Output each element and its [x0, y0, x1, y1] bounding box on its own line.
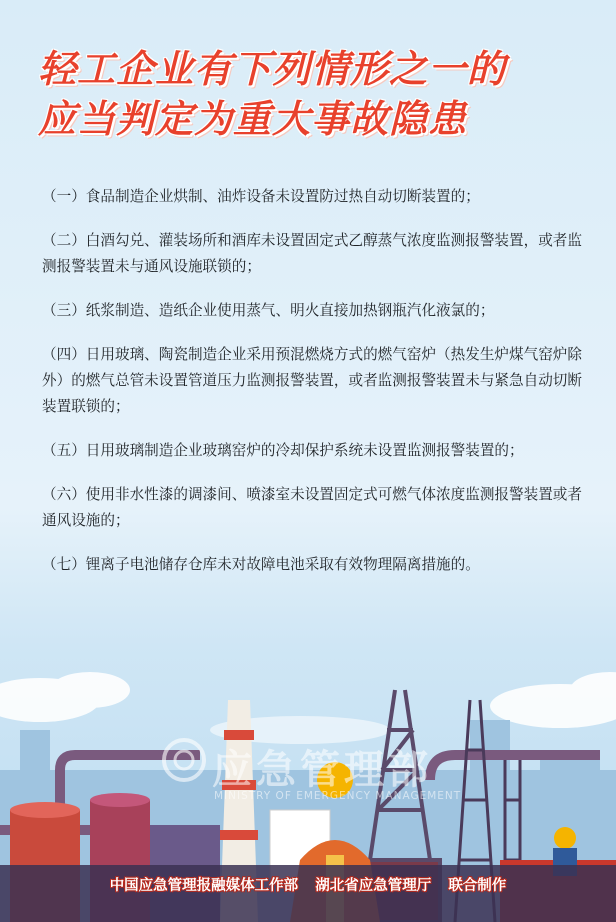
footer-credits: [0, 872, 616, 900]
title-line-2: 应当判定为重大事故隐患: [38, 97, 468, 141]
footer-joint: 联合制作: [448, 878, 507, 894]
watermark-english: MINISTRY OF EMERGENCY MANAGEMENT: [214, 790, 462, 802]
footer-org-2: 湖北省应急管理厅: [315, 878, 432, 894]
page-title: [38, 44, 598, 144]
list-item: （一）食品制造企业烘制、油炸设备未设置防过热自动切断装置的；: [42, 188, 480, 205]
item-list: [42, 184, 582, 578]
clouds: [0, 672, 616, 744]
list-item: （四）日用玻璃、陶瓷制造企业采用预混燃烧方式的燃气窑炉（热发生炉煤气窑炉除外）的燃气总管未设置管道压力监测报警装置，或者监测报警装置未与紧急自动切断装置联锁的；: [42, 346, 582, 415]
footer-org-1: 中国应急管理报融媒体工作部: [109, 878, 299, 894]
watermark: [160, 736, 490, 816]
list-item: （三）纸浆制造、造纸企业使用蒸气、明火直接加热钢瓶汽化液氯的；: [42, 302, 495, 319]
list-item: （二）白酒勾兑、灌装场所和酒库未设置固定式乙醇蒸气浓度监测报警装置，或者监测报警装置未与通风设施联锁的；: [42, 232, 582, 275]
ministry-logo-icon: [160, 736, 208, 784]
list-item: （七）锂离子电池储存仓库未对故障电池采取有效物理隔离措施的。: [42, 556, 480, 573]
list-item: （五）日用玻璃制造企业玻璃窑炉的冷却保护系统未设置监测报警装置的；: [42, 442, 524, 459]
watermark-name: 应急管理部: [212, 747, 432, 793]
list-item: （六）使用非水性漆的调漆间、喷漆室未设置固定式可燃气体浓度监测报警装置或者通风设施的；: [42, 486, 582, 529]
title-line-1: 轻工企业有下列情形之一的: [38, 47, 507, 91]
